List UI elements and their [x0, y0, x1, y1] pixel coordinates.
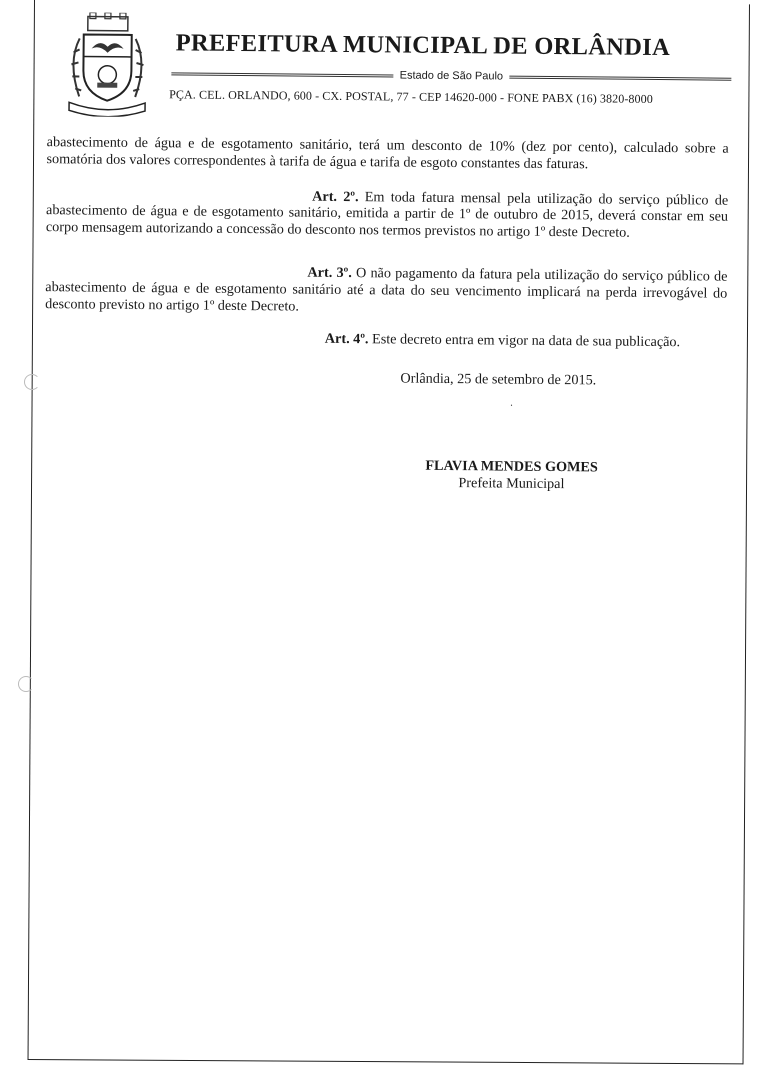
decree-body: [29, 120, 748, 495]
rule-divider: [171, 72, 393, 77]
state-name: Estado de São Paulo: [399, 69, 504, 83]
article-3-label: Art. 3º.: [307, 264, 352, 282]
signer-name: FLAVIA MENDES GOMES: [425, 457, 598, 476]
article-2-text: Em toda fatura mensal pela utilização do serviço público de abastecimento de água e de esgotamento sanitário, emitida a partir de 1º de outubro de 2015, deverá constar em seu corpo mensagem autorizando a concessão do desconto nos termos previstos no artigo 1º deste Decreto.: [45, 188, 729, 241]
article-3-text: O não pagamento da fatura pela utilização do serviço público de abastecimento de água e de esgotamento sanitário até a data do seu vencimento implicará na perda irrevogável do desconto previsto no artigo 1º deste Decreto.: [45, 265, 728, 315]
signature-block: [411, 458, 611, 494]
article-2: [46, 186, 728, 243]
article-4-label: Art. 4º.: [324, 331, 369, 348]
paragraph-continuation: abastecimento de água e de esgotamento sanitário, terá um desconto de 10% (dez por cento), calculado sobre a somatória dos valores correspondentes à tarifa de água e tarifa de esgoto constantes das faturas.: [46, 134, 729, 173]
article-4: [45, 328, 727, 351]
coat-of-arms-icon: [61, 12, 154, 117]
municipality-title: PREFEITURA MUNICIPAL DE ORLÂNDIA: [175, 29, 671, 62]
signer-role: Prefeita Municipal: [458, 475, 565, 493]
article-2-label: Art. 2º.: [312, 188, 359, 205]
stray-dot: .: [510, 397, 513, 409]
article-4-text: Este decreto entra em vigor na data de sua publicação.: [368, 331, 681, 351]
article-3: [45, 262, 727, 319]
date-line: Orlândia, 25 de setembro de 2015.: [400, 370, 597, 389]
address-line: PÇA. CEL. ORLANDO, 600 - CX. POSTAL, 77 - CEP 14620-000 - FONE PABX (16) 3820-8000: [169, 87, 653, 106]
rule-divider: [509, 75, 731, 80]
state-line: [171, 67, 731, 84]
letterhead: [33, 8, 750, 127]
punch-hole-mark: [18, 676, 34, 692]
document-page: [29, 8, 750, 495]
